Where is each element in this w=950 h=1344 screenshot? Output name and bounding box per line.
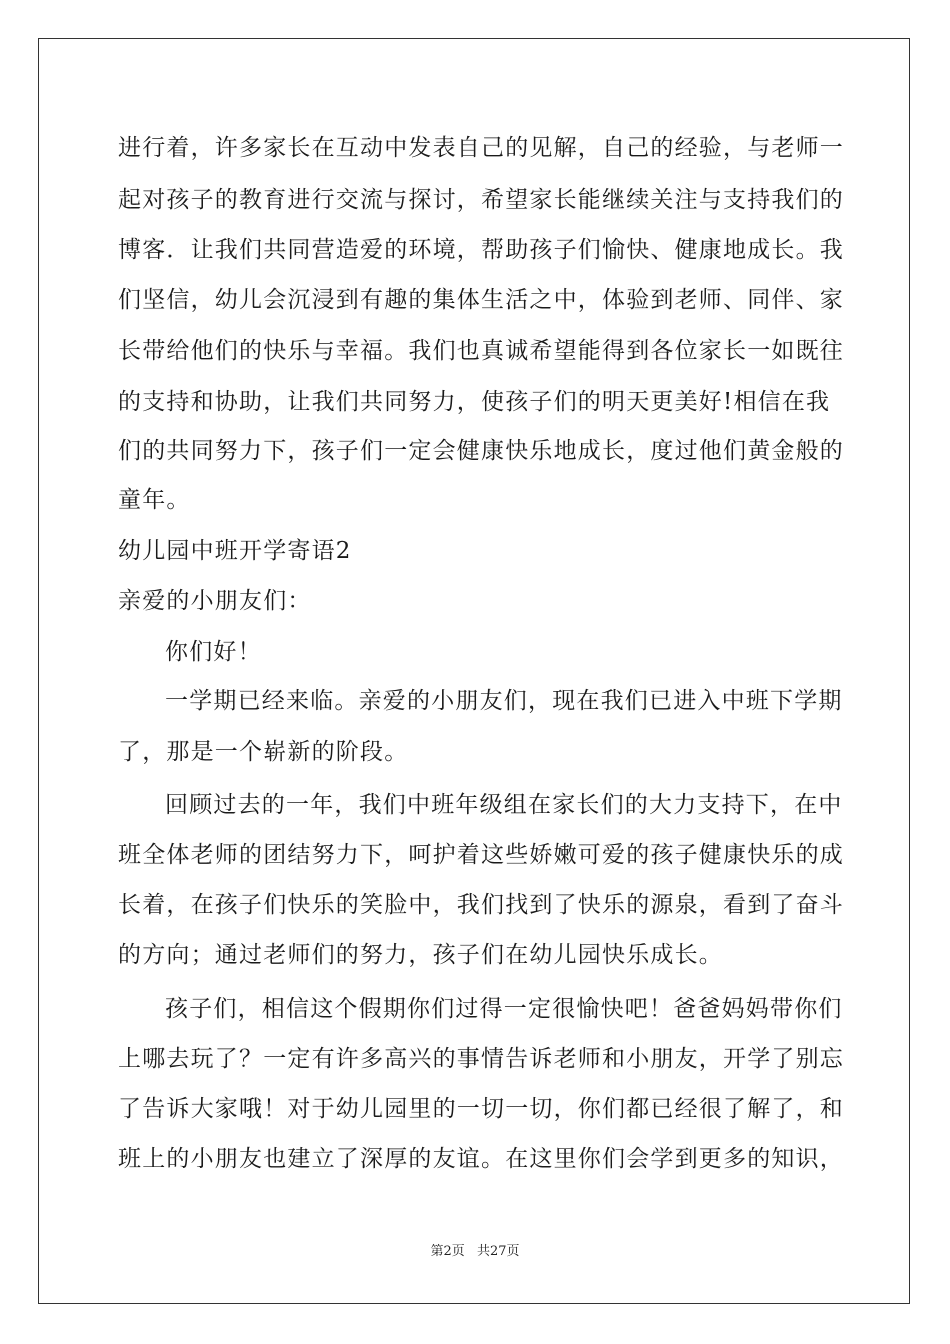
paragraph-line: 童年。 — [118, 487, 191, 513]
paragraph-line: 班全体老师的团结努力下，呵护着这些娇嫩可爱的孩子健康快乐的成 — [118, 842, 844, 868]
paragraph-line: 起对孩子的教育进行交流与探讨，希望家长能继续关注与支持我们的 — [118, 187, 844, 213]
paragraph-line: 的方向；通过老师们的努力，孩子们在幼儿园快乐成长。 — [118, 942, 723, 968]
paragraph-line: 长带给他们的快乐与幸福。我们也真诚希望能得到各位家长一如既往 — [118, 338, 844, 364]
paragraph-line: 一学期已经来临。亲爱的小朋友们，现在我们已进入中班下学期 — [165, 688, 843, 714]
paragraph-line: 回顾过去的一年，我们中班年级组在家长们的大力支持下，在中 — [165, 792, 843, 818]
page-total: 共27页 — [476, 1244, 520, 1259]
greeting: 你们好！ — [165, 639, 262, 665]
paragraph-line: 的支持和协助，让我们共同努力，使孩子们的明天更美好!相信在我 — [118, 389, 831, 415]
paragraph-line: 们的共同努力下，孩子们一定会健康快乐地成长，度过他们黄金般的 — [118, 438, 844, 464]
paragraph-line: 博客．让我们共同营造爱的环境，帮助孩子们愉快、健康地成长。我 — [118, 237, 844, 263]
paragraph-line: 了告诉大家哦！对于幼儿园里的一切一切，你们都已经很了解了，和 — [118, 1096, 844, 1122]
salutation: 亲爱的小朋友们： — [118, 588, 312, 614]
paragraph-line: 上哪去玩了？一定有许多高兴的事情告诉老师和小朋友，开学了别忘 — [118, 1046, 844, 1072]
paragraph-line: 们坚信，幼儿会沉浸到有趣的集体生活之中，体验到老师、同伴、家 — [118, 287, 844, 313]
section-title: 幼儿园中班开学寄语2 — [118, 538, 352, 564]
paragraph-line: 孩子们，相信这个假期你们过得一定很愉快吧！爸爸妈妈带你们 — [165, 996, 843, 1022]
paragraph-line: 长着，在孩子们快乐的笑脸中，我们找到了快乐的源泉，看到了奋斗 — [118, 892, 844, 918]
paragraph-line: 了，那是一个崭新的阶段。 — [118, 739, 409, 765]
paragraph-line: 进行着，许多家长在互动中发表自己的见解，自己的经验，与老师一 — [118, 135, 844, 161]
page-footer — [0, 1240, 950, 1259]
paragraph-line: 班上的小朋友也建立了深厚的友谊。在这里你们会学到更多的知识， — [118, 1146, 844, 1172]
page-number: 第2页 — [430, 1244, 465, 1259]
